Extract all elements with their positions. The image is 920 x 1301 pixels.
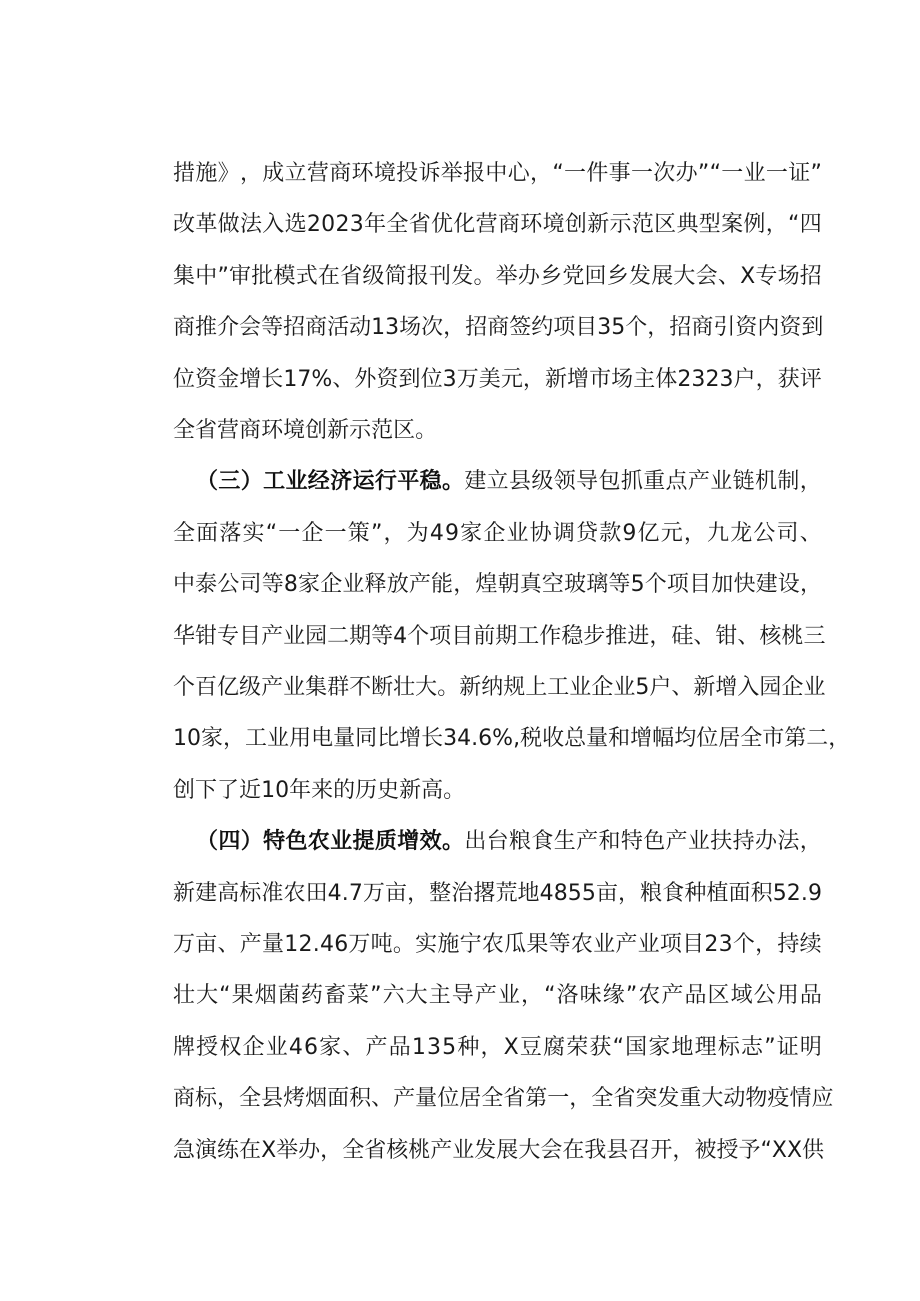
section3-paragraph-line: 华 钳 专 目 产 业 园 二 期 等 4 个 项 目 前 期 工 作 稳 步 推 进 ， 硅 、 钳 、 核 桃 三 (173, 623, 826, 649)
paragraph-line: 商 推 介 会 等 招 商 活 动 1 3 场 次 ， 招 商 签 约 项 目 3 5 个 ， 招 商 引 资 内 资 到 (173, 315, 824, 341)
paragraph-line: 改 革 做 法 入 选 2 0 2 3 年 全 省 优 化 营 商 环 境 创 新 示 范 区 典 型 案 例 ， “ 四 (173, 212, 822, 238)
paragraph-line: 位 资 金 增 长 1 7 % 、 外 资 到 位 3 万 美 元 ， 新 增 市 场 主 体 2 3 2 3 户 ， 获 评 (173, 366, 822, 392)
paragraph-line: 全 省 营 商 环 境 创 新 示 范 区 。 (173, 418, 438, 443)
section4-paragraph-line: 商 标 ， 全 县 烤 烟 面 积 、 产 量 位 居 全 省 第 一 ， 全 省 突 发 重 大 动 物 疫 情 应 (173, 1086, 834, 1112)
section3-paragraph-line: 1 0 家 ， 工 业 用 电 量 同 比 增 长 3 4 . 6 % , 税 收 总 量 和 增 幅 均 位 居 全 市 第 二 ， (173, 726, 851, 752)
section4-heading-line: （ 四 ） 特 色 农 业 提 质 增 效 。 出 台 粮 食 生 产 和 特 色 产 业 扶 持 办 法 ， (196, 829, 822, 855)
section3-paragraph-line: 全 面 落 实 “ 一 企 一 策 ” ， 为 4 9 家 企 业 协 调 贷 款 9 亿 元 ， 九 龙 公 司 、 (173, 520, 822, 546)
section4-paragraph-line: 牌 授 权 企 业 4 6 家 、 产 品 1 3 5 种 ， X 豆 腐 荣 获 “ 国 家 地 理 标 志 ” 证 明 (173, 1034, 822, 1060)
section3-paragraph-line: 个 百 亿 级 产 业 集 群 不 断 壮 大 。 新 纳 规 上 工 业 企 业 5 户 、 新 增 入 园 企 业 (173, 675, 826, 700)
section3-paragraph-line: 中 泰 公 司 等 8 家 企 业 释 放 产 能 ， 煌 朝 真 空 玻 璃 等 5 个 项 目 加 快 建 设 ， (173, 572, 822, 598)
paragraph-line: 集 中 ” 审 批 模 式 在 省 级 简 报 刊 发 。 举 办 乡 党 回 乡 发 展 大 会 、 X 专 场 招 (173, 263, 822, 289)
section3-heading-line: （ 三 ） 工 业 经 济 运 行 平 稳 。 建 立 县 级 领 导 包 抓 重 点 产 业 链 机 制 ， (196, 469, 822, 495)
section3-paragraph-line: 创 下 了 近 1 0 年 来 的 历 史 新 高 。 (173, 777, 466, 803)
section4-paragraph-line: 新 建 高 标 准 农 田 4 . 7 万 亩 ， 整 治 撂 荒 地 4 8 5 5 亩 ， 粮 食 种 植 面 积 5 2 . 9 (173, 880, 822, 906)
section4-paragraph-line: 万 亩 、 产 量 1 2 . 4 6 万 吨 。 实 施 宁 农 瓜 果 等 农 业 产 业 项 目 2 3 个 ， 持 续 (173, 932, 822, 957)
paragraph-line: 措 施 》 ， 成 立 营 商 环 境 投 诉 举 报 中 心 ， “ 一 件 事 一 次 办 ” “ 一 业 一 证 ” (173, 161, 822, 186)
section4-paragraph-line: 壮 大 “ 果 烟 菌 药 畜 菜 ” 六 大 主 导 产 业 ， “ 洛 味 缘 ” 农 产 品 区 域 公 用 品 (173, 983, 822, 1009)
section4-paragraph-line: 急 演 练 在 X 举 办 ， 全 省 核 桃 产 业 发 展 大 会 在 我 县 召 开 ， 被 授 予 “ X X 供 (173, 1137, 825, 1163)
